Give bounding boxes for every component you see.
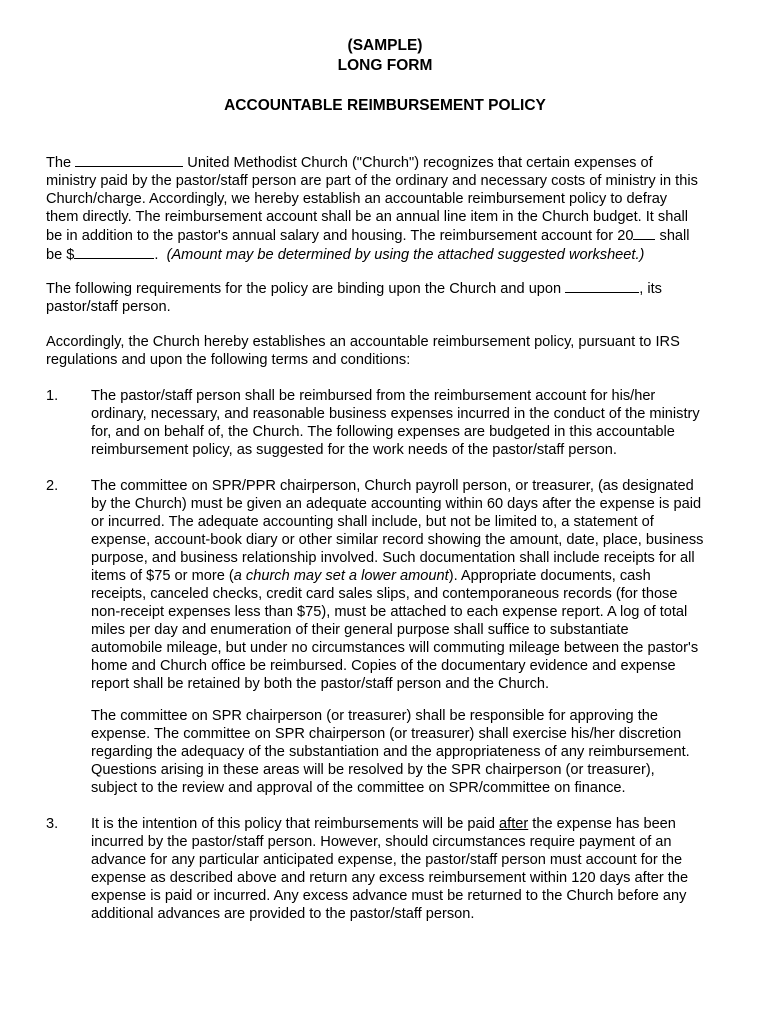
intro-line: be $ . (Amount may be determined by using the attached suggested worksheet.)	[46, 247, 645, 263]
title-block	[0, 36, 770, 76]
intro-line: Church/charge. Accordingly, we hereby establish an accountable reimbursement policy to defray	[46, 191, 668, 207]
sample-label: (SAMPLE)	[347, 37, 423, 54]
amount-note: (Amount may be determined by using the attached suggested worksheet.)	[166, 247, 645, 263]
year-blank	[633, 226, 655, 240]
intro-line: them directly. The reimbursement account shall be an annual line item in the Church budget. It shall	[46, 209, 688, 225]
item-2-text: The committee on SPR/PPR chairperson, Church payroll person, or treasurer, (as designated by the Church) must be given an adequate accounting within 60 days after the expense is paid or incurred. The adequate accounting shall include, but not be limited to, a statement of expense, account-book diary or other similar record showing the amount, date, place, business purpose, and business relationship involved. Such documentation shall include receipts for all items of $75 or more (a church may set a lower amount). Appropriate documents, cash receipts, canceled checks, credit card sales slips, and contemporaneous records (for those non-receipt expenses less than $75), must be attached to each expense report. A log of total miles per day and enumeration of their general purpose shall suffice to substantiate automobile mileage, but under no circumstances will commuting mileage between the pastor's home and Church office be reimbursed. Copies of the documentary evidence and expense report shall be retained by both the pastor/staff person and the Church.	[91, 478, 704, 692]
lower-amount-note: a church may set a lower amount	[233, 568, 449, 584]
item-2-subparagraph: The committee on SPR chairperson (or treasurer) shall be responsible for approving the expense. The committee on SPR chairperson (or treasurer) shall exercise his/her discretion regarding the adequacy of the substantiation and the appropriateness of any reimbursement. Questions arising in these areas will be resolved by the SPR chairperson (or treasurer), subject to the review and approval of the committee on SPR/committee on finance.	[91, 708, 690, 796]
pastor-name-blank	[565, 279, 639, 293]
document-title: ACCOUNTABLE REIMBURSEMENT POLICY	[224, 97, 546, 114]
item-3-text: It is the intention of this policy that reimbursements will be paid after the expense has been incurred by the pastor/staff person. However, should circumstances require payment of an advance for any particular anticipated expense, the pastor/staff person must account for the expense as described above and return any excess reimbursement within 120 days after the expense is paid or incurred. Any excess advance must be returned to the Church before any additional advances are provided to the pastor/staff person.	[91, 816, 689, 922]
item-number: 3.	[46, 816, 59, 832]
item-number: 1.	[46, 388, 59, 404]
intro-line: be in addition to the pastor's annual salary and housing. The reimbursement account for 20 shall	[46, 228, 690, 244]
intro-line: ministry paid by the pastor/staff person are part of the ordinary and necessary costs of ministry in this	[46, 173, 698, 189]
church-name-blank	[75, 153, 183, 167]
intro-paragraph	[46, 153, 726, 264]
item-number: 2.	[46, 478, 59, 494]
requirements-paragraph: The following requirements for the policy are binding upon the Church and upon , its pastor/staff person.	[46, 281, 662, 315]
intro-line: The United Methodist Church ("Church") recognizes that certain expenses of	[46, 155, 653, 171]
form-label: LONG FORM	[337, 57, 433, 74]
establishes-paragraph: Accordingly, the Church hereby establishes an accountable reimbursement policy, pursuant to IRS regulations and upon the following terms and conditions:	[46, 334, 680, 368]
item-1-text: The pastor/staff person shall be reimbursed from the reimbursement account for his/her ordinary, necessary, and reasonable business expenses incurred in the conduct of the ministry for, and on behalf of, the Church. The following expenses are budgeted in this accountable reimbursement policy, as suggested for the work needs of the pastor/staff person.	[91, 388, 700, 458]
after-emphasis: after	[499, 816, 529, 832]
amount-blank	[74, 245, 154, 259]
